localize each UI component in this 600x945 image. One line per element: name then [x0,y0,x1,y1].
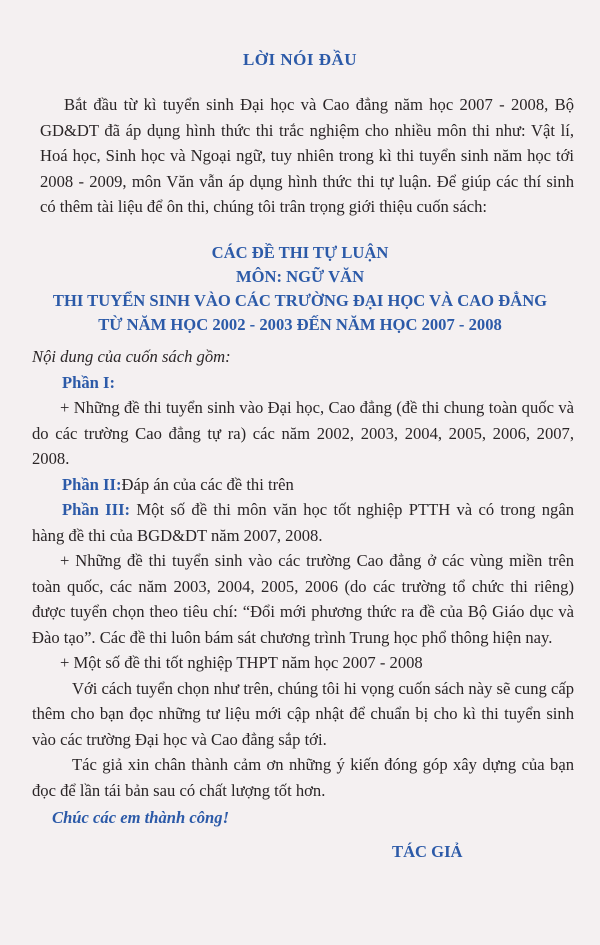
contents-intro: Nội dung của cuốn sách gồm: [32,347,231,366]
part1-label: Phần I: [62,372,116,392]
wishes-line: Chúc các em thành công! [52,808,230,827]
part3-text: Một số đề thi môn văn học tốt nghiệp PTTH và có trong ngân hàng đề thi của BGD&DT năm 2007, 2008. [32,500,575,545]
part3-bullet-1: + Những đề thi tuyển sinh vào các trường Cao đẳng ở các vùng miền trên toàn quốc, các năm 2003, 2004, 2005, 2006 (do các trường tổ chức thi riêng) được tuyển chọn theo tiêu chí: “Đổi mới phương thức ra đề của Bộ Giáo dục và Đào tạo”. Các đề thi luôn bám sát chương trình Trung học phổ thông hiện nay. [32,551,574,647]
part3-bullet-2: + Một số đề thi tốt nghiệp THPT năm học 2007 - 2008 [60,653,423,672]
part3-label: Phần III: [62,500,131,519]
contents-section [32,344,574,831]
part2-label: Phần II: [62,474,122,494]
closing-paragraph-1: Với cách tuyển chọn như trên, chúng tôi hi vọng cuốn sách này sẽ cung cấp thêm cho bạn đọc những tư liệu mới cập nhật để chuẩn bị cho kì thi tuyển sinh vào các trường Đại học và Cao đẳng sắp tới. [32,678,574,749]
book-title-line: CÁC ĐỀ THI TỰ LUẬN [211,243,389,262]
intro-paragraph: Bắt đầu từ kì tuyển sinh Đại học và Cao đẳng năm học 2007 - 2008, Bộ GD&DT đã áp dụng hình thức thi trắc nghiệm cho nhiều môn thi như: Vật lí, Hoá học, Sinh học và Ngoại ngữ, tuy nhiên trong kì thi tuyển sinh năm học tới 2008 - 2009, môn Văn vẫn áp dụng hình thức thi tự luận. Để giúp các thí sinh có thêm tài liệu để ôn thi, chúng tôi trân trọng giới thiệu cuốn sách: [40,95,574,216]
book-title-line: TỪ NĂM HỌC 2002 - 2003 ĐẾN NĂM HỌC 2007 - 2008 [98,315,502,334]
part1-text: + Những đề thi tuyển sinh vào Đại học, Cao đẳng (đề thi chung toàn quốc và do các trường Cao đẳng tự ra) các năm 2002, 2003, 2004, 2005, 2006, 2007, 2008. [32,398,574,468]
book-title [0,241,600,337]
closing-paragraph-2: Tác giả xin chân thành cảm ơn những ý kiến đóng góp xây dựng của bạn đọc để lần tái bản sau có chất lượng tốt hơn. [32,755,574,800]
page-title: LỜI NÓI ĐẦU [242,50,358,69]
book-title-line: THI TUYỂN SINH VÀO CÁC TRƯỜNG ĐẠI HỌC VÀ CAO ĐẲNG [52,291,548,310]
part2-line [32,472,574,498]
part2-text: Đáp án của các đề thi trên [121,474,294,494]
part1-heading [32,370,574,396]
book-title-line: MÔN: NGỮ VĂN [235,267,365,286]
part3-line [32,497,574,548]
author-signature: TÁC GIẢ [392,842,463,861]
